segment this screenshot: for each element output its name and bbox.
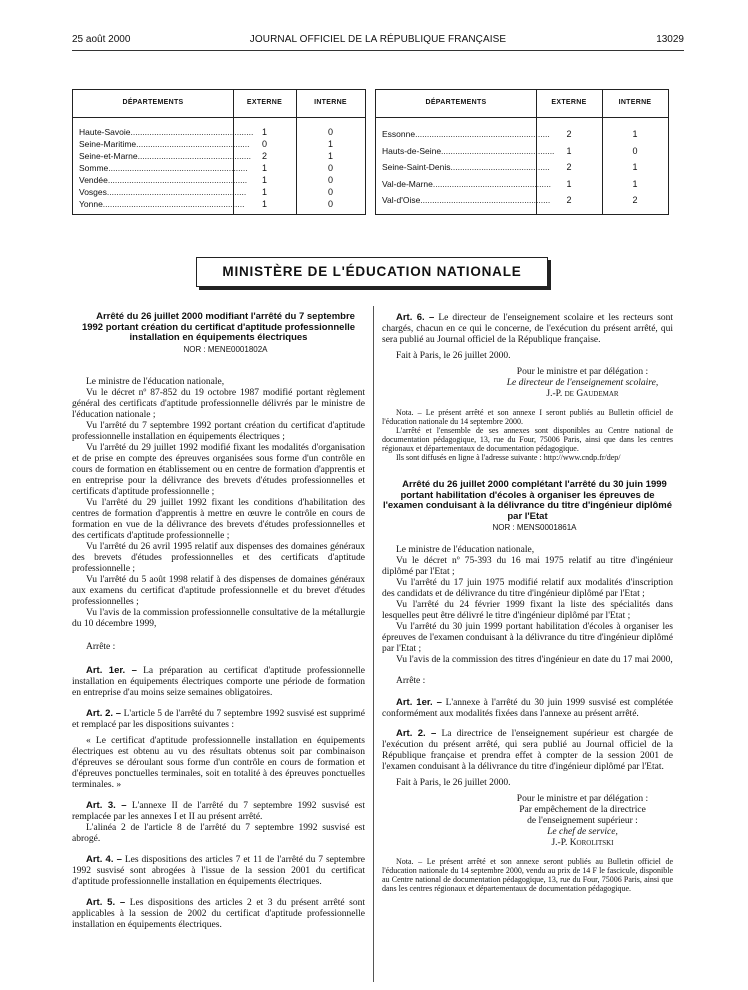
article-5	[72, 897, 365, 931]
th-departements: DÉPARTEMENTS	[425, 99, 487, 106]
cell-externe: 2	[566, 162, 572, 172]
signature-line: Pour le ministre et par délégation :	[516, 367, 649, 377]
nota-note: Ils sont diffusés en ligne à l'adresse suivante : http://www.cndp.fr/dep/	[396, 453, 621, 462]
paragraph: Vu l'arrêté du 26 avril 1995 relatif aux dispenses des domaines généraux des brevets d'études professionnelles et des certificats d'aptitude professionnelle ;	[72, 541, 365, 574]
cell-departement: Essonne.........................................................	[382, 129, 550, 139]
cell-departement: Val-d'Oise.......................................................	[382, 195, 551, 205]
right-column	[382, 312, 673, 893]
article-6	[382, 312, 673, 346]
nota-note: Nota. – Le présent arrêté et son annexe I seront publiés au Bulletin officiel de l'éducation nationale du 14 septembre 2000.	[382, 408, 673, 426]
table-row	[73, 126, 365, 138]
paragraph: L'alinéa 2 de l'article 8 de l'arrêté du 7 septembre 1992 susvisé est abrogé.	[72, 822, 365, 844]
article-2	[382, 728, 673, 773]
cell-externe: 1	[261, 127, 267, 137]
paragraph: Le ministre de l'éducation nationale,	[86, 376, 225, 387]
cell-interne: 0	[327, 175, 333, 185]
cell-externe: 2	[566, 195, 572, 205]
cell-externe: 2	[566, 129, 572, 139]
cell-departement: Haute-Savoie....................................................	[79, 127, 254, 137]
table-row	[376, 145, 668, 157]
article-1	[72, 665, 365, 699]
cell-interne: 1	[632, 162, 638, 172]
nor-reference: NOR : MENS0001861A	[492, 523, 577, 532]
cell-interne: 1	[632, 178, 638, 189]
cell-externe: 0	[261, 139, 267, 149]
paragraph: Vu le décret nº 75-393 du 16 mai 1975 relatif au titre d'ingénieur diplômé par l'Etat ;	[382, 556, 673, 577]
article-label: Art. 2. –	[396, 728, 437, 739]
cell-departement: Vosges...........................................................	[79, 187, 247, 197]
cell-interne: 0	[632, 145, 638, 156]
cell-departement: Seine-et-Marne................................................	[79, 151, 251, 161]
signature-line: de l'enseignement supérieur :	[527, 816, 638, 826]
table-row	[376, 178, 668, 190]
article-text: Le directeur de l'enseignement scolaire et les recteurs sont chargés, chacun en ce qui le concerne, de l'exécution du présent arrêté, qui sera publié au Journal officiel de la République française.	[382, 313, 674, 345]
article-label: Art. 6. –	[396, 312, 435, 323]
ministry-heading: MINISTÈRE DE L'ÉDUCATION NATIONALE	[196, 257, 548, 287]
cell-interne: 0	[327, 199, 333, 209]
paragraph: Vu l'arrêté du 5 août 1998 relatif à des dispenses de domaines généraux aux examens du certificat d'aptitude professionnelle et du brevet d'études professionnelles ;	[72, 574, 365, 607]
paragraph: Vu l'arrêté du 29 juillet 1992 modifié fixant les modalités d'organisation et de prise en compte des épreuves organisées sous forme d'un contrôle en cours de formation en établissement ou en centre de formation d'apprentis et en entreprise pour la délivrance des brevets d'études professionnelles et certificats d'aptitude professionnelle ;	[72, 442, 365, 497]
cell-externe: 1	[261, 187, 267, 197]
cell-externe: 1	[566, 178, 572, 189]
nota-note: Nota. – Le présent arrêté et son annexe seront publiés au Bulletin officiel de l'éducation nationale du 14 septembre 2000, vendu au prix de 14 F le fascicule, disponible au Centre national de documentation pédagogique, 13, rue du Four, 75006 Paris, ainsi que dans les centres régionaux et départementaux de documentation pédagogique.	[382, 857, 673, 893]
paragraph: Vu l'arrêté du 17 juin 1975 modifié relatif aux modalités d'inscription des candidats et de délivrance du titre d'ingénieur diplômé par l'Etat ;	[382, 578, 673, 599]
header-page-number: 13029	[656, 34, 684, 45]
article-text: La préparation au certificat d'aptitude professionnelle installation en équipements électriques comporte une période de formation en entreprise d'au moins seize semaines obligatoires.	[72, 665, 365, 698]
decree-title: Arrêté du 26 juillet 2000 modifiant l'arrêté du 7 septembre 1992 portant création du certificat d'aptitude professionnelle installation en équipements électriques	[81, 311, 356, 343]
table-row	[73, 138, 365, 150]
cell-externe: 1	[261, 199, 267, 209]
cell-interne: 1	[327, 151, 333, 161]
paragraph: Vu le décret nº 87-852 du 19 octobre 1987 modifié portant règlement général des certificats d'aptitude professionnelle délivrés par le ministre de l'éducation nationale ;	[72, 387, 365, 420]
cell-departement: Seine-Saint-Denis..........................................	[382, 162, 550, 172]
cell-interne: 0	[327, 127, 333, 137]
signing-place-date: Fait à Paris, le 26 juillet 2000.	[396, 351, 511, 361]
paragraph: Vu l'arrêté du 30 juin 1999 portant habilitation d'écoles à organiser les épreuves de l'examen conduisant à la délivrance du titre d'ingénieur diplômé par l'Etat ;	[382, 622, 673, 654]
cell-externe: 1	[566, 145, 572, 156]
cell-externe: 1	[261, 163, 267, 173]
paragraph: Vu l'avis de la commission des titres d'ingénieur en date du 17 mai 2000,	[396, 655, 673, 665]
article-label: Art. 3. –	[86, 799, 127, 811]
cell-interne: 1	[327, 139, 333, 149]
cell-departement: Val-de-Marne..................................................	[382, 178, 551, 189]
cell-interne: 1	[632, 129, 638, 139]
th-interne: INTERNE	[618, 99, 652, 106]
article-label: Art. 5. –	[86, 896, 126, 908]
cell-departement: Hauts-de-Seine................................................	[382, 145, 555, 156]
article-4	[72, 854, 365, 888]
article-3	[72, 800, 365, 823]
cell-interne: 2	[632, 195, 638, 205]
article-text: Les dispositions des articles 2 et 3 du présent arrêté sont applicables à la session de 2002 du certificat d'aptitude professionnelle installation en équipements électriques.	[72, 897, 366, 930]
th-interne: INTERNE	[314, 99, 347, 106]
article-text: L'annexe II de l'arrêté du 7 septembre 1992 susvisé est remplacée par les annexes I et II au présent arrêté.	[72, 800, 365, 822]
signatory-name: J.-P. de Gaudemar	[546, 389, 619, 399]
decree-title: Arrêté du 26 juillet 2000 complétant l'arrêté du 30 juin 1999 portant habilitation d'écoles à organiser les épreuves de l'examen conduisant à la délivrance du titre d'ingénieur diplômé par l'Etat	[382, 479, 673, 522]
column-separator	[373, 306, 374, 982]
departments-table-right	[375, 89, 669, 215]
cell-departement: Yonne............................................................	[79, 199, 245, 209]
signature-line: Par empêchement de la directrice	[519, 805, 646, 815]
table-row	[376, 194, 668, 206]
paragraph: Vu l'arrêté du 7 septembre 1992 portant création du certificat d'aptitude professionnelle installation en équipements électriques ;	[72, 420, 365, 442]
cell-externe: 2	[261, 151, 267, 161]
nor-reference: NOR : MENE0001802A	[183, 344, 268, 354]
arrete-label: Arrête :	[396, 676, 426, 686]
signature-title: Le chef de service,	[547, 827, 618, 837]
cell-interne: 0	[327, 163, 333, 173]
arrete-label: Arrête :	[86, 641, 116, 652]
article-label: Art. 2. –	[86, 707, 122, 719]
cell-externe: 1	[261, 175, 267, 185]
table-row	[73, 174, 365, 186]
article-text: L'article 5 de l'arrêté du 7 septembre 1992 susvisé est supprimé et remplacé par les dispositions suivantes :	[72, 708, 366, 730]
article-label: Art. 1er. –	[86, 664, 137, 676]
header-title: JOURNAL OFFICIEL DE LA RÉPUBLIQUE FRANÇAISE	[249, 34, 507, 45]
header-date: 25 août 2000	[72, 34, 131, 45]
table-row	[376, 161, 668, 173]
article-label: Art. 1er. –	[396, 697, 442, 708]
departments-table-left	[72, 89, 366, 215]
signature-line: Pour le ministre et par délégation :	[516, 794, 649, 804]
article-1	[382, 697, 673, 720]
th-departements: DÉPARTEMENTS	[122, 99, 184, 106]
paragraph: Vu l'arrêté du 29 juillet 1992 fixant les conditions d'habilitation des centres de formation d'apprentis à mettre en œuvre le contrôle en cours de formation en vue de la délivrance des brevets d'études professionnelles et des certificats d'aptitude professionnelle ;	[72, 497, 365, 541]
cell-departement: Somme...........................................................	[79, 163, 248, 173]
th-externe: EXTERNE	[246, 99, 283, 106]
article-label: Art. 4. –	[86, 853, 122, 865]
nota-note: L'arrêté et l'ensemble de ses annexes sont disponibles au Centre national de documentation pédagogique, 13, rue du Four, 75006 Paris, ainsi que dans les centres régionaux et départementaux de documentation pédagogique.	[382, 426, 673, 453]
th-externe: EXTERNE	[551, 99, 587, 106]
article-2	[72, 708, 365, 731]
cell-interne: 0	[327, 187, 333, 197]
paragraph: Vu l'arrêté du 24 février 1999 fixant la liste des spécialités dans lesquelles peut être délivré le titre d'ingénieur diplômé par l'Etat ;	[382, 600, 673, 621]
page-header	[72, 32, 684, 48]
signing-place-date: Fait à Paris, le 26 juillet 2000.	[396, 778, 511, 788]
table-row	[73, 150, 365, 162]
paragraph: Le ministre de l'éducation nationale,	[396, 545, 535, 555]
article-text: Les dispositions des articles 7 et 11 de l'arrêté du 7 septembre 1992 susvisé sont abrogées à l'issue de la session 2001 du certificat d'aptitude professionnelle installation en équipements électriques.	[72, 854, 366, 887]
paragraph: Vu l'avis de la commission professionnelle consultative de la métallurgie du 10 décembre 1999,	[72, 607, 365, 629]
header-rule	[72, 50, 684, 51]
signature-title: Le directeur de l'enseignement scolaire,	[506, 378, 659, 388]
cell-departement: Seine-Maritime................................................	[79, 139, 250, 149]
signatory-name: J.-P. Korolitski	[551, 838, 614, 848]
article-2-quote: « Le certificat d'aptitude professionnelle installation en équipements électriques est obtenu au vu des résultats obtenus soit par combinaison d'épreuves se déroulant sous forme d'un contrôle en cours de formation et d'épreuves ponctuelles terminales, soit en totalité à des épreuves ponctuelles terminales. »	[72, 735, 365, 790]
article-text: La directrice de l'enseignement supérieur est chargée de l'exécution du présent arrêté, qui sera publié au Journal officiel de la République française et prendra effet à compter de la session 2001 de l'examen conduisant à la délivrance du titre d'ingénieur diplômé par l'Etat.	[382, 729, 673, 772]
cell-departement: Vendée...........................................................	[79, 175, 248, 185]
left-column	[72, 312, 365, 931]
article-text: L'annexe à l'arrêté du 30 juin 1999 susvisé est complétée conformément aux modalités fixées dans l'annexe au présent arrêté.	[382, 698, 673, 719]
table-row	[73, 162, 365, 174]
table-row	[73, 186, 365, 198]
table-row	[376, 128, 668, 140]
table-row	[73, 198, 365, 210]
